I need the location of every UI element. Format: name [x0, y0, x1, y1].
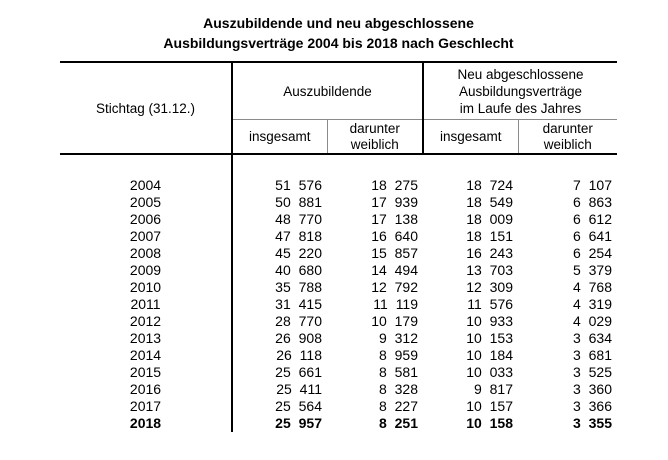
table-row [60, 245, 617, 262]
value-cell: 4 029 [572, 313, 613, 329]
value-cell: 10 184 [466, 347, 514, 363]
year-cell: 2010 [60, 279, 232, 296]
year-cell: 2005 [60, 194, 232, 211]
value-cell: 8 251 [378, 415, 419, 431]
year-cell: 2006 [60, 211, 232, 228]
value-cell: 18 151 [466, 228, 514, 244]
value-cell: 15 857 [371, 245, 419, 261]
value-cell: 10 153 [466, 330, 514, 346]
spacer-cell [327, 154, 423, 177]
value-cell: 10 933 [466, 313, 514, 329]
value-cell: 8 959 [378, 347, 419, 363]
table-row [60, 398, 617, 415]
value-cell: 5 379 [572, 262, 613, 278]
title-line-2: Ausbildungsverträge 2004 bis 2018 nach Geschlecht [163, 35, 514, 51]
value-cell: 10 179 [371, 313, 419, 329]
data-table [60, 61, 617, 432]
subheader-auszubildende-weiblich [327, 120, 423, 155]
table-row [60, 381, 617, 398]
weiblich-label: weiblich [543, 136, 592, 152]
subheader-auszubildende-insgesamt: insgesamt [232, 120, 327, 155]
value-cell: 9 312 [378, 330, 419, 346]
value-cell: 18 009 [466, 211, 514, 227]
value-cell: 8 227 [378, 398, 419, 414]
table-row [60, 194, 617, 211]
value-cell: 13 703 [466, 262, 514, 278]
spacer-cell [60, 154, 232, 177]
value-cell: 47 818 [275, 228, 322, 244]
column-group-neu-abgeschlossene [423, 62, 617, 120]
value-cell: 6 863 [572, 194, 613, 210]
year-cell: 2017 [60, 398, 232, 415]
value-cell: 25 411 [276, 381, 322, 397]
table-row [60, 228, 617, 245]
table-row [60, 279, 617, 296]
group-neu-line-3: im Laufe des Jahres [459, 100, 582, 116]
value-cell: 3 681 [572, 347, 613, 363]
value-cell: 16 243 [466, 245, 514, 261]
value-cell: 3 634 [572, 330, 613, 346]
subheader-neu-weiblich [518, 120, 617, 155]
value-cell: 51 576 [275, 177, 322, 193]
darunter-label: darunter [542, 120, 593, 136]
value-cell: 3 525 [572, 364, 613, 380]
spacer-cell [518, 154, 617, 177]
value-cell: 10 157 [466, 398, 514, 414]
value-cell: 28 770 [275, 313, 322, 329]
value-cell: 40 680 [275, 262, 322, 278]
value-cell: 26 118 [276, 347, 322, 363]
year-cell: 2018 [60, 415, 232, 432]
value-cell: 4 768 [572, 279, 613, 295]
table-row [60, 330, 617, 347]
table-row [60, 211, 617, 228]
value-cell: 8 328 [378, 381, 419, 397]
subheader-neu-insgesamt: insgesamt [423, 120, 518, 155]
value-cell: 31 415 [275, 296, 322, 312]
table-row [60, 364, 617, 381]
group-neu-line-1: Neu abgeschlossene [457, 66, 584, 82]
value-cell: 25 661 [275, 364, 322, 380]
column-group-auszubildende: Auszubildende [232, 62, 423, 120]
value-cell: 25 957 [275, 415, 322, 431]
value-cell: 50 881 [275, 194, 322, 210]
value-cell: 8 581 [378, 364, 419, 380]
table-row [60, 177, 617, 194]
year-cell: 2011 [60, 296, 232, 313]
value-cell: 7 107 [572, 177, 613, 193]
value-cell: 18 549 [466, 194, 514, 210]
value-cell: 4 319 [572, 296, 613, 312]
value-cell: 45 220 [275, 245, 322, 261]
value-cell: 11 119 [373, 296, 419, 312]
value-cell: 10 158 [466, 415, 514, 431]
year-cell: 2014 [60, 347, 232, 364]
table-row [60, 296, 617, 313]
value-cell: 9 817 [473, 381, 514, 397]
value-cell: 6 612 [572, 211, 613, 227]
year-cell: 2009 [60, 262, 232, 279]
table-row [60, 415, 617, 432]
value-cell: 11 576 [467, 296, 514, 312]
value-cell: 12 792 [371, 279, 419, 295]
value-cell: 3 355 [572, 415, 613, 431]
header-group-row [60, 62, 617, 120]
year-cell: 2016 [60, 381, 232, 398]
value-cell: 17 138 [371, 211, 419, 227]
value-cell: 6 254 [572, 245, 613, 261]
year-cell: 2008 [60, 245, 232, 262]
darunter-label: darunter [349, 120, 400, 136]
value-cell: 10 033 [466, 364, 514, 380]
value-cell: 18 724 [466, 177, 514, 193]
value-cell: 16 640 [371, 228, 419, 244]
weiblich-label: weiblich [350, 136, 399, 152]
spacer-row [60, 154, 617, 177]
value-cell: 3 360 [572, 381, 613, 397]
title-line-1: Auszubildende und neu abgeschlossene [203, 15, 474, 31]
table-body [60, 154, 617, 432]
year-cell: 2012 [60, 313, 232, 330]
value-cell: 18 275 [371, 177, 419, 193]
year-cell: 2015 [60, 364, 232, 381]
year-cell: 2004 [60, 177, 232, 194]
table-header [60, 62, 617, 154]
value-cell: 48 770 [275, 211, 322, 227]
value-cell: 6 641 [572, 228, 613, 244]
spacer-cell [423, 154, 518, 177]
spacer-cell [232, 154, 327, 177]
table-row [60, 313, 617, 330]
value-cell: 25 564 [275, 398, 322, 414]
value-cell: 12 309 [466, 279, 514, 295]
page-title [60, 13, 617, 53]
value-cell: 3 366 [572, 398, 613, 414]
value-cell: 14 494 [371, 262, 419, 278]
year-cell: 2013 [60, 330, 232, 347]
column-header-stichtag: Stichtag (31.12.) [60, 62, 232, 154]
value-cell: 17 939 [371, 194, 419, 210]
table-row [60, 262, 617, 279]
value-cell: 26 908 [275, 330, 322, 346]
table-row [60, 347, 617, 364]
value-cell: 35 788 [275, 279, 322, 295]
group-neu-line-2: Ausbildungsverträge [458, 83, 583, 99]
year-cell: 2007 [60, 228, 232, 245]
